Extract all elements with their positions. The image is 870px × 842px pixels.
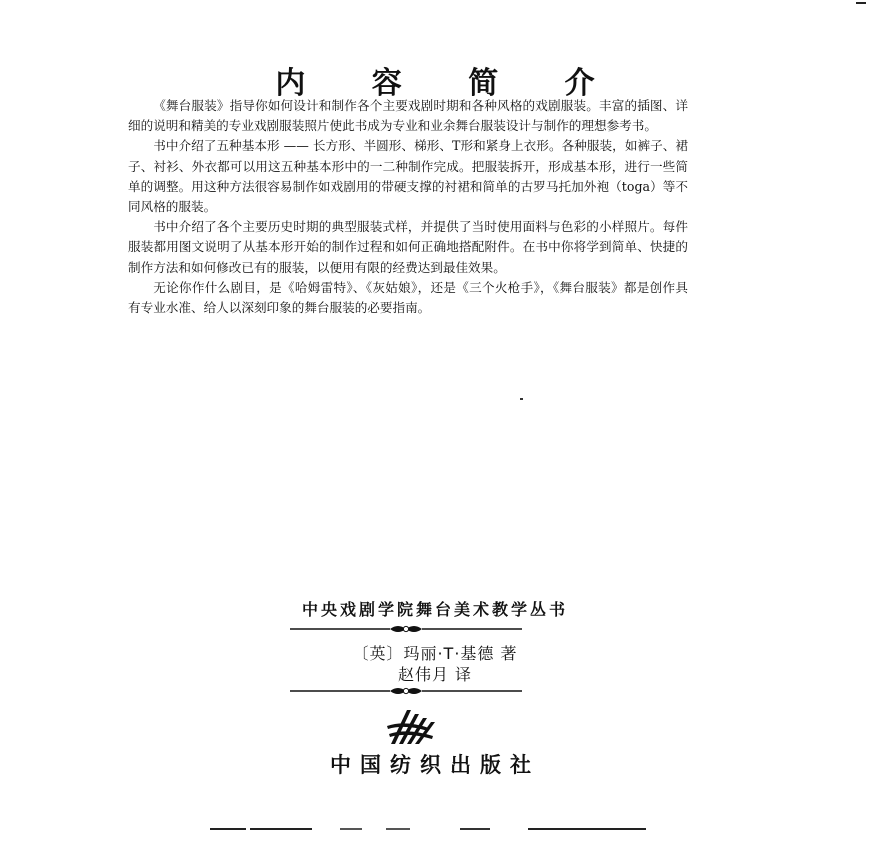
translator-line: 赵伟月 译 [397,665,473,684]
synopsis-paragraph: 《舞台服装》指导你如何设计和制作各个主要戏剧时期和各种风格的戏剧服装。丰富的插图、详细的说明和精美的专业戏剧服装照片使此书成为专业和业余舞台服装设计与制作的理想参考书。 [128,98,688,134]
publisher-logo-icon [385,706,437,746]
scan-speck [520,398,523,400]
series-title: 中央戏剧学院舞台美术教学丛书 [301,600,568,619]
synopsis-body [128,96,688,318]
author-line: 〔英〕玛丽·T·基德 著 [352,644,518,663]
publisher-name: 中国纺织出版社 [330,752,540,777]
scan-artifact [210,826,660,832]
synopsis-paragraph: 书中介绍了各个主要历史时期的典型服装式样，并提供了当时使用面料与色彩的小样照片。每件服装都用图文说明了从基本形开始的制作过程和如何正确地搭配附件。在书中你将学到简单、快捷的制作方法和如何修改已有的服装，以便用有限的经费达到最佳效果。 [128,219,688,275]
decorative-rule-icon [290,622,522,636]
decorative-rule-icon [290,684,522,698]
scan-mark [856,2,866,4]
page-title: 内 容 简 介 [275,66,623,101]
synopsis-paragraph: 无论你作什么剧目，是《哈姆雷特》、《灰姑娘》，还是《三个火枪手》，《舞台服装》都是创作具有专业水准、给人以深刻印象的舞台服装的必要指南。 [128,279,688,316]
synopsis-paragraph: 书中介绍了五种基本形 —— 长方形、半圆形、梯形、T形和紧身上衣形。各种服装，如裤子、裙子、衬衫、外衣都可以用这五种基本形中的一二种制作完成。把服装拆开，形成基本形，进行一些简单的调整。用这种方法很容易制作如戏剧用的带硬支撑的衬裙和简单的古罗马托加外袍（toga）等不同风格的服装。 [128,138,688,215]
